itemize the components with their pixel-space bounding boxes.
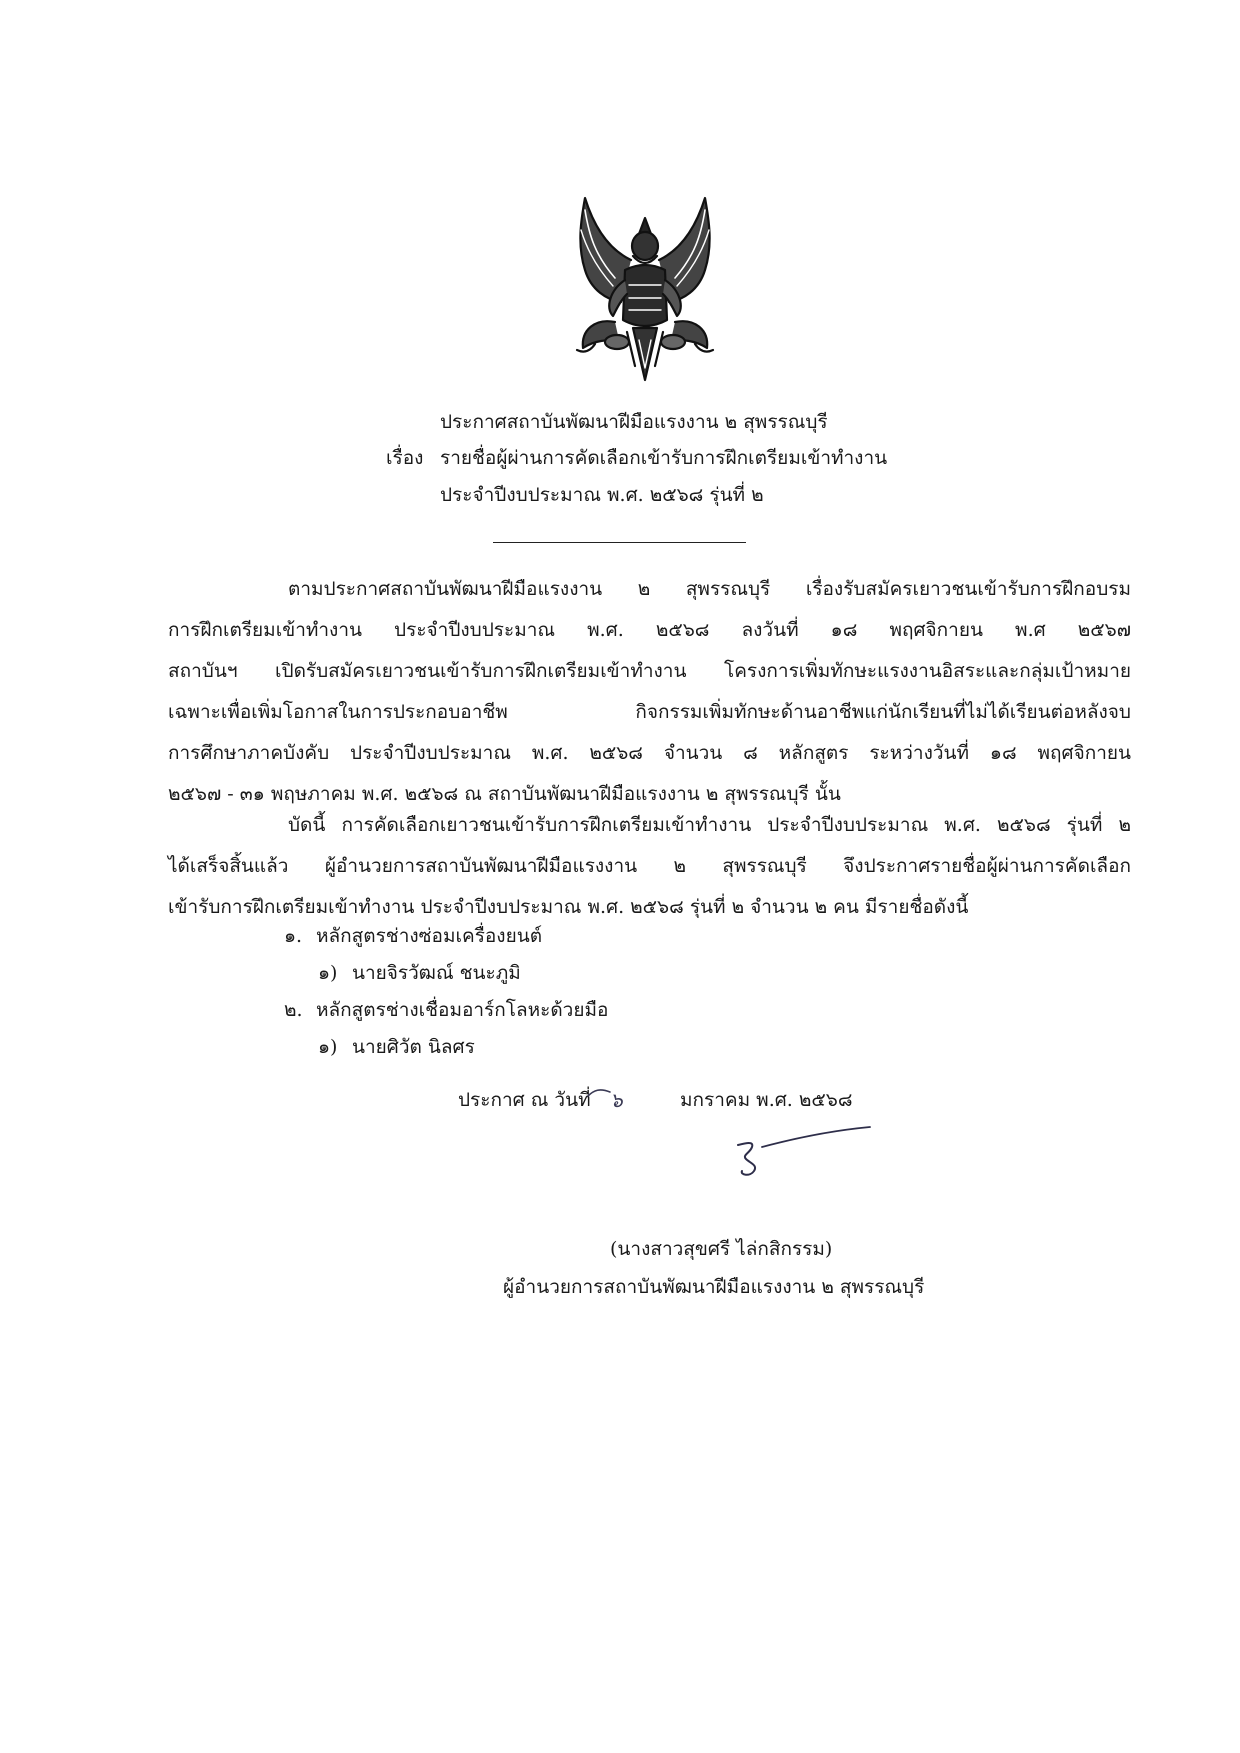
- garuda-emblem-icon: [555, 190, 735, 385]
- paragraph-line: การศึกษาภาคบังคับ ประจำปีงบประมาณ พ.ศ. ๒๕๖๘ จำนวน ๘ หลักสูตร ระหว่างวันที่ ๑๘ พฤศจิกายน: [168, 742, 1131, 764]
- subject-text: รายชื่อผู้ผ่านการคัดเลือกเข้ารับการฝึกเตรียมเข้าทำงาน: [440, 447, 888, 469]
- paragraph-line: ได้เสร็จสิ้นแล้ว ผู้อำนวยการสถาบันพัฒนาฝีมือแรงงาน ๒ สุพรรณบุรี จึงประกาศรายชื่อผู้ผ่านการคัดเลือก: [168, 855, 1131, 877]
- paragraph-line: ตามประกาศสถาบันพัฒนาฝีมือแรงงาน ๒ สุพรรณบุรี เรื่องรับสมัครเยาวชนเข้ารับการฝึกอบรม: [288, 578, 1131, 600]
- paragraph-line: เฉพาะเพื่อเพิ่มโอกาสในการประกอบอาชีพ กิจกรรมเพิ่มทักษะด้านอาชีพแก่นักเรียนที่ไม่ได้เรียนต่อหลังจบ: [168, 701, 1131, 723]
- course-title: หลักสูตรช่างเชื่อมอาร์กโลหะด้วยมือ: [316, 999, 609, 1021]
- paragraph-line: ๒๕๖๗ - ๓๑ พฤษภาคม พ.ศ. ๒๕๖๘ ณ สถาบันพัฒนาฝีมือแรงงาน ๒ สุพรรณบุรี นั้น: [168, 783, 841, 805]
- fiscal-year-line: ประจำปีงบประมาณ พ.ศ. ๒๕๖๘ รุ่นที่ ๒: [440, 484, 764, 506]
- handwritten-stroke-icon: [586, 1086, 612, 1100]
- signature-icon: [732, 1125, 872, 1195]
- participant-name: นายศิวัต นิลศร: [352, 1036, 475, 1058]
- announce-prefix: ประกาศ ณ วันที่: [458, 1089, 591, 1111]
- announcement-title: ประกาศสถาบันพัฒนาฝีมือแรงงาน ๒ สุพรรณบุรี: [440, 411, 828, 433]
- paragraph-line: การฝึกเตรียมเข้าทำงาน ประจำปีงบประมาณ พ.ศ. ๒๕๖๘ ลงวันที่ ๑๘ พฤศจิกายน พ.ศ ๒๕๖๗: [168, 619, 1131, 641]
- subject-label: เรื่อง: [386, 447, 424, 469]
- signatory-position: ผู้อำนวยการสถาบันพัฒนาฝีมือแรงงาน ๒ สุพรรณบุรี: [503, 1276, 925, 1298]
- announce-day: ๖: [610, 1088, 623, 1112]
- announce-month-year: มกราคม พ.ศ. ๒๕๖๘: [680, 1089, 853, 1111]
- header-divider: [493, 542, 746, 543]
- paragraph-line: บัดนี้ การคัดเลือกเยาวชนเข้ารับการฝึกเตรียมเข้าทำงาน ประจำปีงบประมาณ พ.ศ. ๒๕๖๘ รุ่นที่ ๒: [288, 814, 1131, 836]
- participant-number: ๑): [318, 962, 338, 984]
- course-number: ๑.: [284, 925, 303, 947]
- course-number: ๒.: [284, 999, 303, 1021]
- course-title: หลักสูตรช่างซ่อมเครื่องยนต์: [316, 925, 543, 947]
- paragraph-line: เข้ารับการฝึกเตรียมเข้าทำงาน ประจำปีงบประมาณ พ.ศ. ๒๕๖๘ รุ่นที่ ๒ จำนวน ๒ คน มีรายชื่อดังนี้: [168, 896, 969, 918]
- signatory-name: (นางสาวสุขศรี ไล่กสิกรรม): [610, 1238, 833, 1260]
- paragraph-line: สถาบันฯ เปิดรับสมัครเยาวชนเข้ารับการฝึกเตรียมเข้าทำงาน โครงการเพิ่มทักษะแรงงานอิสระและกลุ่มเป้าหมาย: [168, 660, 1131, 682]
- participant-number: ๑): [318, 1036, 338, 1058]
- participant-name: นายจิรวัฒณ์ ชนะภูมิ: [352, 962, 521, 984]
